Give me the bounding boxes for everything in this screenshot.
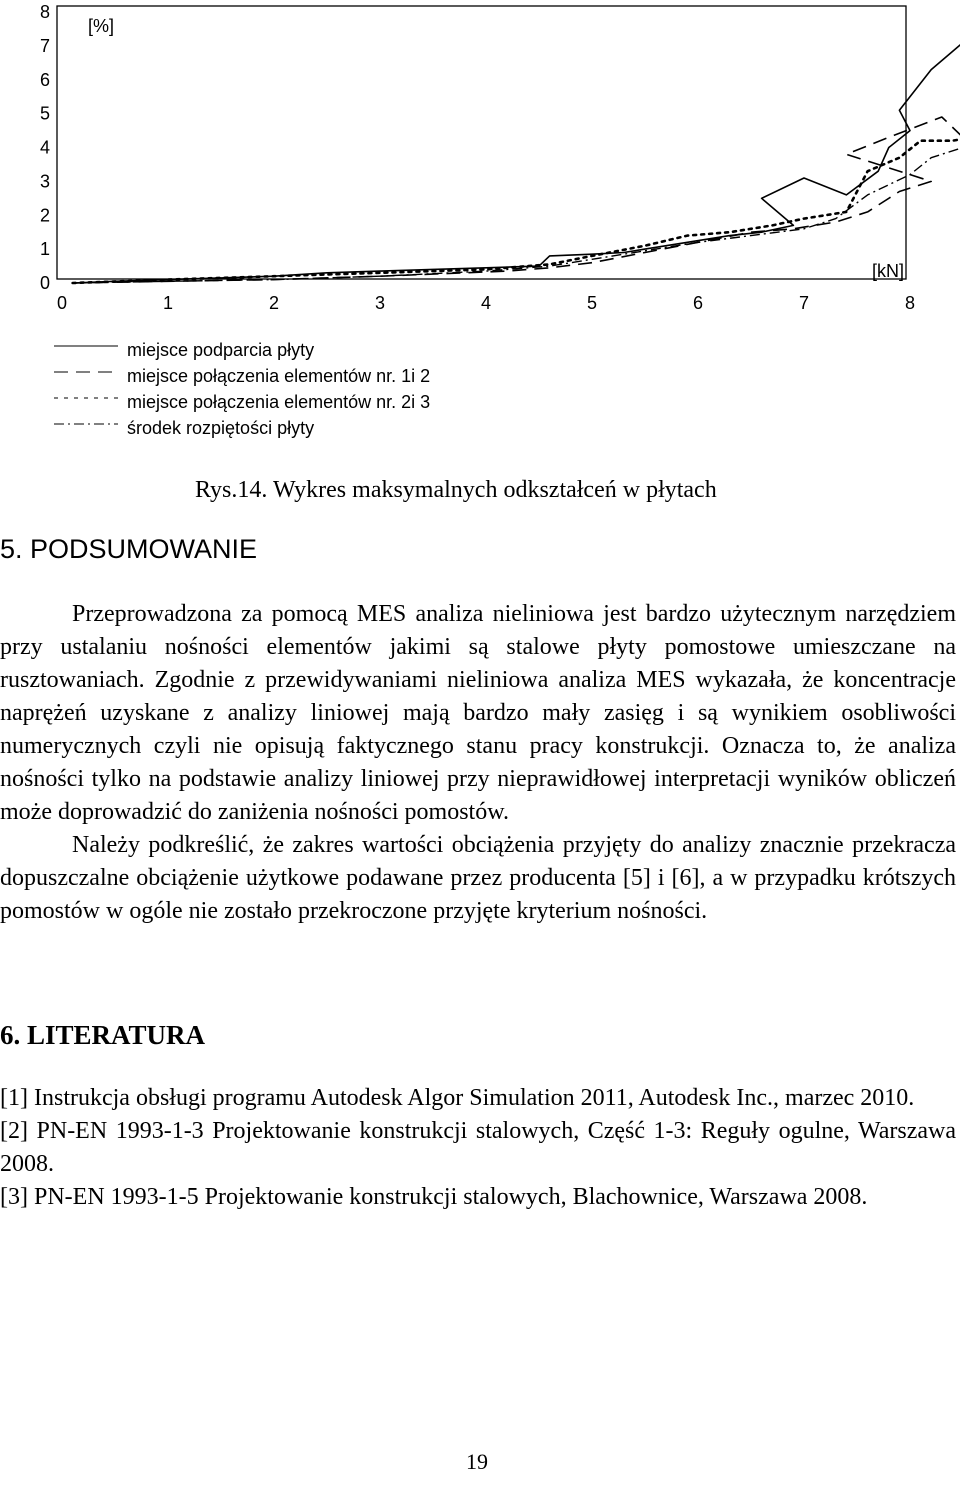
x-tick-label: 1 bbox=[162, 293, 174, 313]
legend bbox=[52, 338, 472, 442]
y-tick-label: 2 bbox=[40, 205, 51, 226]
y-tick-label: 1 bbox=[40, 239, 51, 260]
legend-item bbox=[52, 338, 472, 364]
legend-swatch-dashdot bbox=[52, 416, 122, 442]
series-line-dashdot bbox=[73, 134, 960, 283]
series-line-dashed bbox=[73, 117, 960, 283]
legend-item bbox=[52, 416, 472, 442]
y-tick-label: 6 bbox=[40, 69, 51, 90]
legend-label: środek rozpiętości płyty bbox=[127, 418, 315, 438]
section-5-heading: 5. PODSUMOWANIE bbox=[0, 534, 258, 564]
reference-item: [3] PN-EN 1993-1-5 Projektowanie konstrukcji stalowych, Blachownice, Warszawa 2008. bbox=[0, 1184, 868, 1210]
reference-item: [2] PN-EN 1993-1-3 Projektowanie konstrukcji stalowych, Część 1-3: Reguły ogulne, Warszawa 2008. bbox=[0, 1118, 956, 1177]
legend-swatch-dotted bbox=[52, 390, 122, 416]
y-tick-label: 7 bbox=[40, 35, 51, 56]
y-tick-label: 8 bbox=[40, 2, 51, 22]
x-tick-label: 7 bbox=[798, 293, 810, 313]
x-tick-label: 8 bbox=[904, 293, 916, 313]
legend-label: miejsce podparcia płyty bbox=[127, 340, 315, 360]
y-tick-label: 3 bbox=[40, 171, 51, 192]
y-tick-label: 0 bbox=[40, 273, 51, 293]
legend-swatch-solid bbox=[52, 338, 122, 364]
legend-label: miejsce połączenia elementów nr. 1i 2 bbox=[127, 366, 431, 386]
legend-item bbox=[52, 364, 472, 390]
x-tick-label: 3 bbox=[374, 293, 386, 313]
reference-item: [1] Instrukcja obsługi programu Autodesk Algor Simulation 2011, Autodesk Inc., marzec 2010. bbox=[0, 1085, 915, 1111]
y-tick-label: 4 bbox=[40, 137, 51, 158]
section-6-heading: 6. LITERATURA bbox=[0, 1020, 206, 1050]
legend-swatch-dashed bbox=[52, 364, 122, 390]
x-tick-label: 4 bbox=[480, 293, 492, 313]
legend-item bbox=[52, 390, 472, 416]
references-list bbox=[0, 1082, 956, 1214]
y-unit-label: [%] bbox=[88, 16, 115, 36]
paragraph-2: Należy podkreślić, że zakres wartości obciążenia przyjęty do analizy znacznie przekracza dopuszczalne obciążenie użytkowe podawane przez producenta [5] i [6], a w przypadku krótszych pomostów w ogóle nie zostało przekroczone przyjęte kryterium nośności. bbox=[0, 832, 956, 924]
x-tick-label: 2 bbox=[268, 293, 280, 313]
page-number: 19 bbox=[466, 1449, 488, 1474]
x-tick-label: 0 bbox=[56, 293, 68, 313]
x-tick-label: 6 bbox=[692, 293, 704, 313]
series-line-solid bbox=[73, 15, 960, 283]
legend-label: miejsce połączenia elementów nr. 2i 3 bbox=[127, 392, 431, 412]
series-line-dotted bbox=[73, 137, 960, 283]
plot-frame bbox=[57, 6, 906, 279]
x-unit-label: [kN] bbox=[872, 261, 905, 281]
deformation-chart bbox=[0, 0, 960, 330]
y-tick-label: 5 bbox=[40, 103, 51, 124]
paragraph-1: Przeprowadzona za pomocą MES analiza nieliniowa jest bardzo użytecznym narzędziem przy ustalaniu nośności elementów jakimi są stalowe płyty pomostowe umieszczane na rusztowaniach. Zgodnie z przewidywaniami nieliniowa analiza MES wykazała, że koncentracje naprężeń uzyskane z analizy liniowej mają bardzo mały zasięg i są wynikiem osobliwości numerycznych czyli nie opisują faktycznego stanu pracy konstrukcji. Oznacza to, że analiza nośności tylko na podstawie analizy liniowej przy nieprawidłowej interpretacji wyników obliczeń może doprowadzić do zaniżenia nośności pomostów. bbox=[0, 601, 956, 825]
figure-caption: Rys.14. Wykres maksymalnych odkształceń w płytach bbox=[195, 477, 717, 503]
summary-text bbox=[0, 598, 956, 928]
x-tick-label: 5 bbox=[586, 293, 598, 313]
